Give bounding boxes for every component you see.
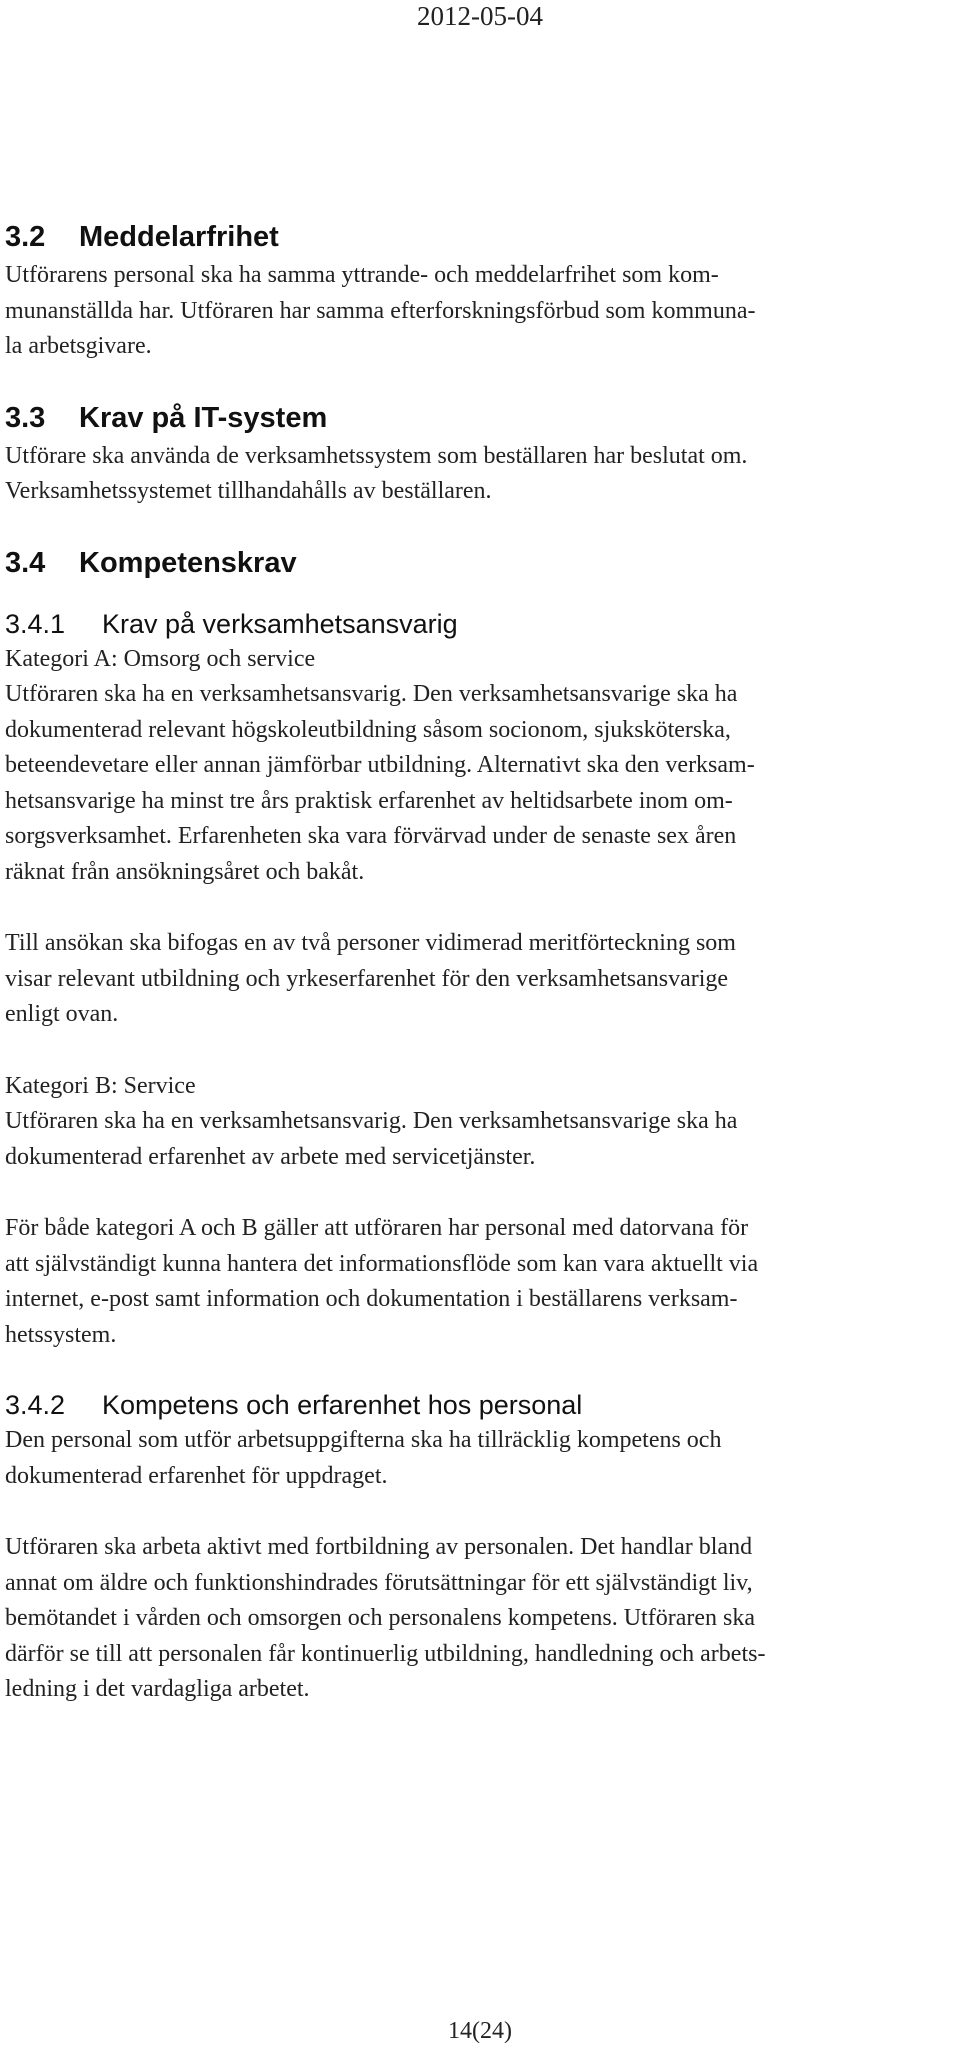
section-3-4-1	[5, 608, 955, 1354]
heading-title: Kompetenskrav	[79, 546, 297, 579]
paragraph-both-categories: För både kategori A och B gäller att utföraren har personal med datorvana för att självständigt kunna hantera det informationsflöde som kan vara aktuellt via internet, e-post samt information och dokumentation i beställarens verksam- hetssystem.	[5, 1215, 759, 1348]
paragraph-cv-requirement: Till ansökan ska bifogas en av två personer vidimerad meritförteckning som visar relevant utbildning och yrkeserfarenhet för den verksamhetsansvarige enligt ovan.	[5, 930, 736, 1027]
document-body	[5, 220, 955, 1708]
heading-number: 3.4	[5, 546, 46, 579]
heading-title: Krav på verksamhetsansvarig	[102, 608, 458, 639]
paragraph-category-b: Utföraren ska ha en verksamhetsansvarig. Den verksamhetsansvarige ska ha dokumenterad erfarenhet av arbete med servicetjänster.	[5, 1108, 738, 1170]
heading-number: 3.4.2	[5, 1390, 66, 1420]
heading-number: 3.4.1	[5, 608, 66, 639]
heading-number: 3.2	[5, 221, 46, 253]
category-b-label: Kategori B: Service	[5, 1072, 196, 1099]
heading-3-4	[5, 546, 955, 580]
heading-3-4-2	[5, 1389, 955, 1421]
header-date: 2012-05-04	[417, 1, 543, 31]
paragraph-it-system: Utförare ska använda de verksamhetssystem som beställaren har beslutat om. Verksamhetssystemet tillhandahålls av beställaren.	[5, 442, 748, 504]
heading-title: Meddelarfrihet	[79, 221, 279, 253]
heading-title: Krav på IT-system	[79, 401, 328, 434]
heading-number: 3.3	[5, 401, 46, 434]
heading-title: Kompetens och erfarenhet hos personal	[102, 1390, 583, 1420]
heading-3-3	[5, 401, 955, 435]
page-number: 14(24)	[448, 2018, 512, 2044]
section-3-3	[5, 401, 955, 510]
section-3-4	[5, 546, 955, 580]
section-3-4-2	[5, 1389, 955, 1708]
paragraph-category-a: Utföraren ska ha en verksamhetsansvarig. Den verksamhetsansvarige ska ha dokumenterad relevant högskoleutbildning såsom socionom, sjuksköterska, beteendevetare eller annan jämförbar utbildning. Alternativt ska den verksam- hetsansvarige ha minst tre års praktisk erfarenhet av heltidsarbete inom om- sorgsverksamhet. Erfarenheten ska vara förvärvad under de senaste sex åren räknat från ansökningsåret och bakåt.	[5, 681, 755, 885]
paragraph-personal-competence: Den personal som utför arbetsuppgifterna ska ha tillräcklig kompetens och dokumenterad erfarenhet för uppdraget.	[5, 1427, 722, 1489]
paragraph-continuing-education: Utföraren ska arbeta aktivt med fortbildning av personalen. Det handlar bland annat om äldre och funktionshindrades förutsättningar för ett självständigt liv, bemötandet i vården och omsorgen och personalens kompetens. Utföraren ska därför se till att personalen får kontinuerlig utbildning, handledning och arbets- ledning i det vardagliga arbetet.	[5, 1534, 766, 1702]
heading-3-2	[5, 220, 955, 254]
heading-3-4-1	[5, 608, 955, 640]
section-3-2	[5, 220, 955, 365]
category-a-label: Kategori A: Omsorg och service	[5, 645, 316, 672]
paragraph-meddelarfrihet: Utförarens personal ska ha samma yttrande- och meddelarfrihet som kom- munanställda har. Utföraren har samma efterforskningsförbud som kommuna- la arbetsgivare.	[5, 262, 756, 359]
